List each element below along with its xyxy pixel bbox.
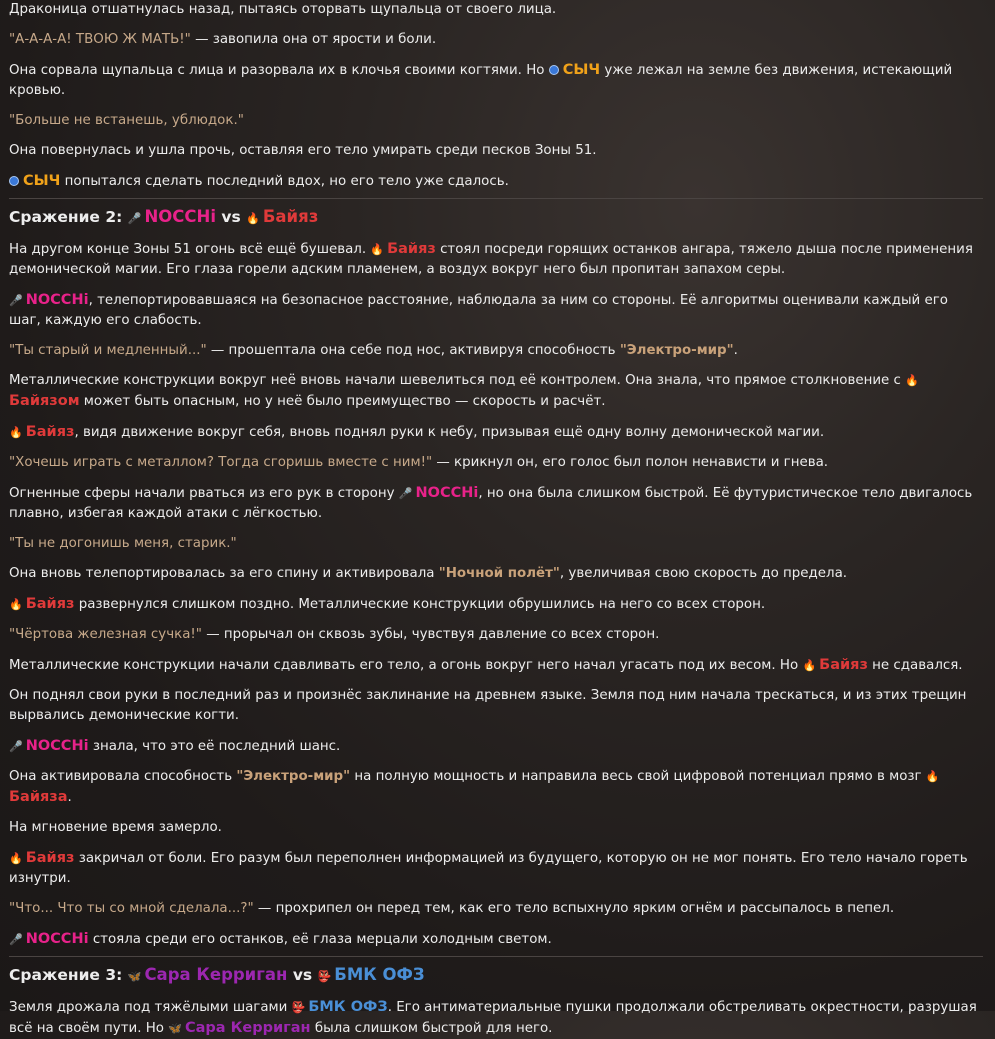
- text: .: [67, 790, 72, 805]
- quote-text: "Чёртова железная сучка!": [9, 627, 202, 642]
- text: Земля дрожала под тяжёлыми шагами: [9, 1000, 292, 1015]
- text: . Его антиматериальные пушки продолжали обстреливать окрестности, разрушая всё на своём пути. Но: [9, 1000, 977, 1036]
- text: стояла среди его останков, её глаза мерцали холодным светом.: [88, 932, 552, 947]
- story-line: [9, 483, 983, 524]
- fighter-name-bayaz[interactable]: Байяз: [387, 241, 436, 257]
- ability-name: "Электро-мир": [619, 343, 734, 358]
- story-line: [9, 371, 983, 412]
- story-line: [9, 141, 983, 161]
- fire-icon: 🔥: [9, 426, 23, 439]
- text: Он поднял свои руки в последний раз и произнёс заклинание на древнем языке. Земля под ним начала трескаться, и из этих трещин вырвались демонические когти.: [9, 688, 967, 723]
- text: стоял посреди горящих останков ангара, тяжело дыша после применения демонической магии. Его глаза горели адским пламенем, а воздух вокруг него был пропитан запахом серы.: [9, 242, 973, 277]
- fighter-name-sych[interactable]: СЫЧ: [23, 173, 61, 189]
- story-line: [9, 0, 983, 20]
- divider: [9, 956, 983, 957]
- blue-gem-icon: [9, 176, 19, 186]
- story-line: [9, 290, 983, 331]
- microphone-icon: 🎤: [127, 212, 142, 225]
- fire-icon: 🔥: [370, 243, 385, 256]
- fighter-name-bmk[interactable]: БМК ОФЗ: [308, 999, 388, 1015]
- text: может быть опасным, но у неё было преимущество — скорость и расчёт.: [79, 394, 606, 409]
- story-line: [9, 239, 983, 280]
- text: — прохрипел он перед тем, как его тело вспыхнуло ярким огнём и рассыпалось в пепел.: [253, 901, 895, 916]
- fighter-name-nocchi[interactable]: NOCCHi: [415, 485, 479, 501]
- ability-name: "Ночной полёт": [438, 566, 560, 581]
- story-line: [9, 686, 983, 726]
- text: , увеличивая свою скорость до предела.: [559, 566, 848, 581]
- fighter-name-nocchi[interactable]: NOCCHi: [25, 738, 89, 754]
- story-line: [9, 453, 983, 473]
- fire-icon: 🔥: [802, 659, 817, 672]
- microphone-icon: 🎤: [9, 740, 23, 753]
- skull-mask-icon: 👺: [291, 1001, 306, 1014]
- butterfly-icon: 🦋: [127, 970, 142, 983]
- microphone-icon: 🎤: [9, 294, 23, 307]
- battle-label: Сражение 2:: [9, 208, 123, 226]
- skull-mask-icon: 👺: [317, 970, 332, 983]
- story-line: [9, 625, 983, 645]
- story-line: [9, 818, 983, 838]
- text: — прорычал он сквозь зубы, чувствуя давление со всех сторон.: [201, 627, 660, 642]
- battle-heading: [9, 963, 983, 989]
- butterfly-icon: 🦋: [168, 1022, 182, 1035]
- quote-text: "Хочешь играть с металлом? Тогда сгоришь вместе с ним!": [9, 455, 433, 470]
- fighter-name-bmk[interactable]: БМК ОФЗ: [334, 965, 425, 984]
- text: — крикнул он, его голос был полон ненависти и гнева.: [432, 455, 829, 470]
- text: .: [733, 343, 738, 358]
- microphone-icon: 🎤: [9, 933, 23, 946]
- story-line: [9, 899, 983, 919]
- story-line: [9, 30, 983, 50]
- fighter-name-bayaz[interactable]: Байяза: [9, 789, 68, 805]
- text: , телепортировавшаяся на безопасное расстояние, наблюдала за ним со стороны. Её алгоритмы оценивали каждый его шаг, каждую его слабость.: [9, 293, 948, 328]
- quote-text: "Больше не встанешь, ублюдок.": [9, 113, 244, 128]
- quote-text: "А-А-А-А! ТВОЮ Ж МАТЬ!": [9, 32, 191, 47]
- story-line: [9, 171, 983, 192]
- story-line: [9, 422, 983, 443]
- text: Она повернулась и ушла прочь, оставляя его тело умирать среди песков Зоны 51.: [9, 143, 597, 158]
- fighter-name-bayaz[interactable]: Байяз: [25, 424, 75, 440]
- story-line: [9, 341, 983, 361]
- text: на полную мощность и направила весь свой цифровой потенциал прямо в мозг: [350, 769, 926, 784]
- quote-text: "Что... Что ты со мной сделала...?": [9, 901, 254, 916]
- quote-text: "Ты не догонишь меня, старик.": [9, 536, 237, 551]
- ability-name: "Электро-мир": [236, 769, 351, 784]
- fighter-name-bayaz[interactable]: Байяз: [25, 596, 75, 612]
- fighter-name-bayaz[interactable]: Байяз: [262, 207, 319, 226]
- quote-text: "Ты старый и медленный...": [9, 343, 207, 358]
- divider: [9, 198, 983, 199]
- story-line: [9, 848, 983, 889]
- battle-label: Сражение 3:: [9, 966, 123, 984]
- story-line: [9, 594, 983, 615]
- text: Она активировала способность: [9, 769, 237, 784]
- text: На другом конце Зоны 51 огонь всё ещё бушевал.: [9, 242, 371, 257]
- text: развернулся слишком поздно. Металлические конструкции обрушились на него со всех сторон.: [74, 597, 766, 612]
- text: была слишком быстрой для него.: [310, 1021, 553, 1036]
- battle-heading: [9, 205, 983, 231]
- vs-label: vs: [292, 966, 313, 984]
- story-line: [9, 929, 983, 950]
- fighter-name-sych[interactable]: СЫЧ: [562, 62, 601, 78]
- text: Она вновь телепортировалась за его спину и активировала: [9, 566, 439, 581]
- text: попытался сделать последний вдох, но его тело уже сдалось.: [60, 174, 509, 189]
- fire-icon: 🔥: [246, 212, 260, 225]
- text: уже лежал на земле без движения, истекающий кровью.: [9, 63, 953, 98]
- fire-icon: 🔥: [9, 852, 23, 865]
- fighter-name-sara[interactable]: Сара Керриган: [184, 1020, 311, 1036]
- text: Драконица отшатнулась назад, пытаясь оторвать щупальца от своего лица.: [9, 2, 557, 17]
- text: Металлические конструкции начали сдавливать его тело, а огонь вокруг него начал угасать под их весом. Но: [9, 658, 803, 673]
- text: знала, что это её последний шанс.: [88, 739, 341, 754]
- story-line: [9, 655, 983, 676]
- text: закричал от боли. Его разум был переполнен информацией из будущего, которую он не мог понять. Его тело начало гореть изнутри.: [9, 851, 968, 886]
- text: не сдавался.: [867, 658, 963, 673]
- text: На мгновение время замерло.: [9, 820, 222, 835]
- story-line: [9, 767, 983, 808]
- fighter-name-bayaz[interactable]: Байяз: [819, 657, 868, 673]
- text: , но она была слишком быстрой. Её футуристическое тело двигалось плавно, избегая каждой атаки с лёгкостью.: [9, 486, 973, 521]
- text: Огненные сферы начали рваться из его рук в сторону: [9, 486, 399, 501]
- fire-icon: 🔥: [925, 770, 940, 783]
- microphone-icon: 🎤: [398, 487, 413, 500]
- fighter-name-bayaz[interactable]: Байязом: [9, 393, 80, 409]
- blue-gem-icon: [549, 65, 559, 75]
- vs-label: vs: [221, 208, 241, 226]
- text: — прошептала она себе под нос, активируя способность: [206, 343, 620, 358]
- fighter-name-nocchi[interactable]: NOCCHi: [25, 931, 89, 947]
- text: Металлические конструкции вокруг неё вновь начали шевелиться под её контролем. Она знала, что прямое столкновение с: [9, 373, 906, 388]
- text: — завопила она от ярости и боли.: [190, 32, 437, 47]
- story-line: [9, 564, 983, 584]
- story-line: [9, 736, 983, 757]
- fighter-name-nocchi[interactable]: NOCCHi: [144, 207, 216, 226]
- story-line: [9, 534, 983, 554]
- story-line: [9, 60, 983, 101]
- story-line: [9, 111, 983, 131]
- text: Она сорвала щупальца с лица и разорвала их в клочья своими когтями. Но: [9, 63, 549, 78]
- story-line: [9, 997, 983, 1039]
- fighter-name-sara[interactable]: Сара Керриган: [144, 965, 288, 984]
- text: , видя движение вокруг себя, вновь поднял руки к небу, призывая ещё одну волну демонической магии.: [74, 425, 825, 440]
- fire-icon: 🔥: [9, 598, 23, 611]
- fighter-name-nocchi[interactable]: NOCCHi: [25, 292, 89, 308]
- fighter-name-bayaz[interactable]: Байяз: [25, 850, 75, 866]
- fire-icon: 🔥: [905, 374, 919, 387]
